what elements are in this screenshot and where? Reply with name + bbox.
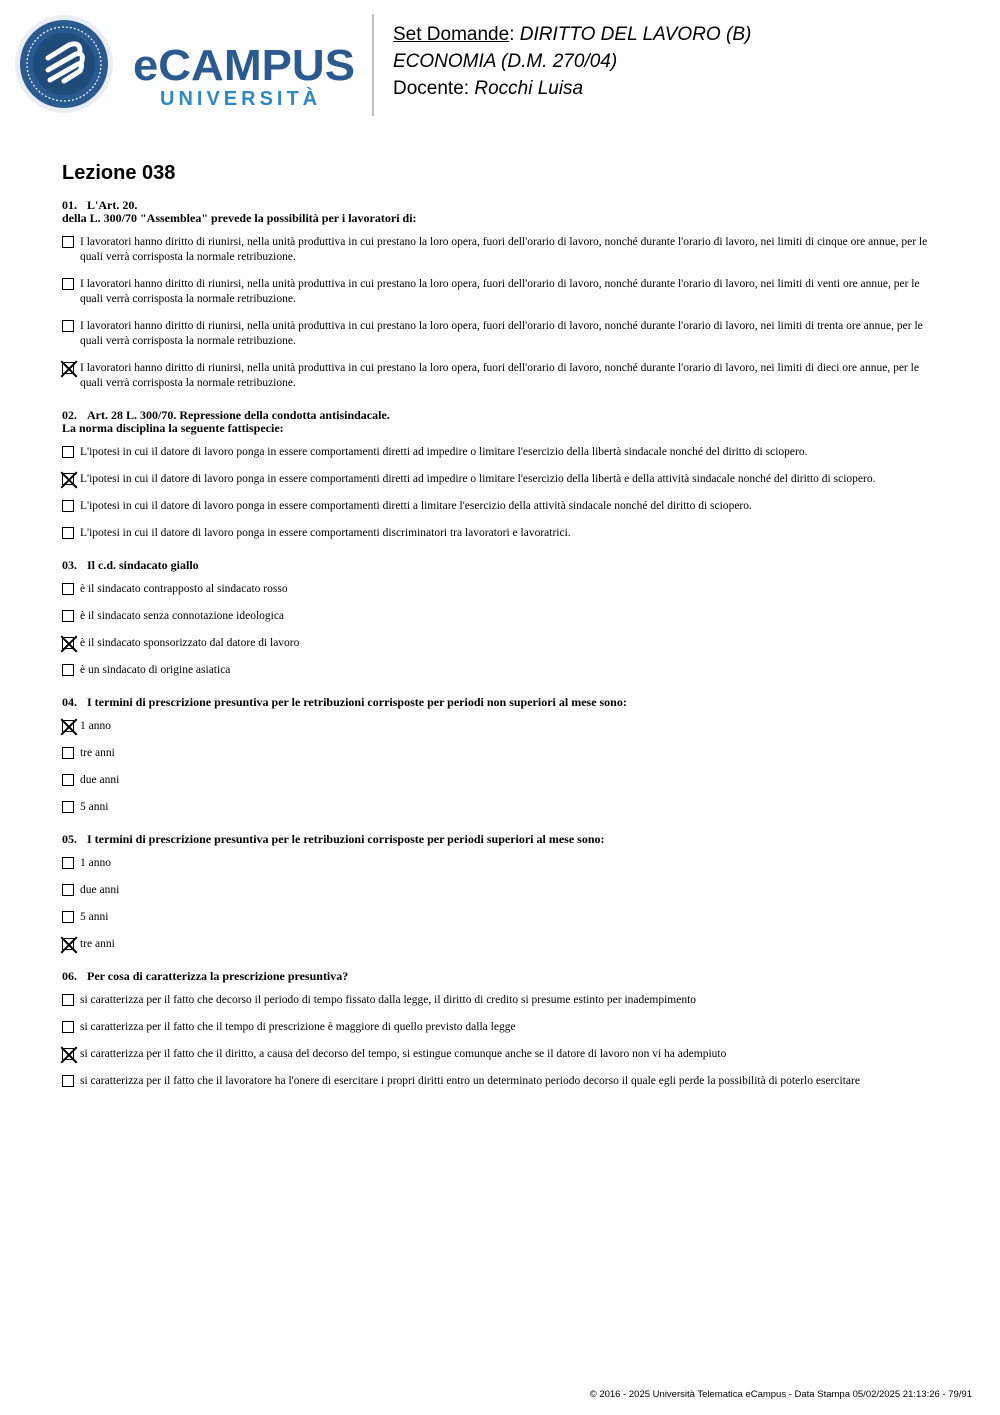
ecampus-seal-logo: [14, 14, 114, 114]
teacher-name: Rocchi Luisa: [474, 78, 584, 99]
option-text: 5 anni: [80, 801, 109, 813]
set-label: Set Domande: [393, 24, 510, 45]
answer-option: [62, 883, 942, 898]
answer-option: [62, 472, 942, 487]
lesson-title: Lezione 038: [62, 162, 176, 184]
option-text: 1 anno: [80, 720, 111, 732]
answer-option: [62, 445, 942, 460]
option-text: 1 anno: [80, 857, 111, 869]
checkbox[interactable]: [62, 857, 74, 869]
header-divider: [372, 14, 374, 116]
course-line-1: Set Domande: DIRITTO DEL LAVORO (B): [393, 24, 752, 45]
answer-option: [62, 361, 942, 391]
option-text: due anni: [80, 774, 120, 786]
option-text: 5 anni: [80, 911, 109, 923]
option-text: si caratterizza per il fatto che il tempo di prescrizione è maggiore di quello previsto dalla legge: [80, 1021, 516, 1033]
course-line-2: [393, 48, 751, 75]
answer-option: [62, 582, 942, 597]
option-text: è un sindacato di origine asiatica: [80, 664, 231, 676]
option-text: si caratterizza per il fatto che il lavoratore ha l'onere di esercitare i propri diritti entro un determinato periodo decorso il quale egli perde la possibilità di poterlo esercitare: [80, 1075, 860, 1087]
answer-option: [62, 609, 942, 624]
option-text: tre anni: [80, 747, 115, 759]
question-number: 02.: [62, 408, 77, 422]
question-text: [62, 409, 942, 435]
logo-subtitle: UNIVERSITÀ: [160, 88, 322, 110]
checkbox[interactable]: [62, 664, 74, 676]
checked-checkbox[interactable]: [62, 637, 74, 649]
checkbox[interactable]: [62, 583, 74, 595]
checkbox[interactable]: [62, 884, 74, 896]
checkbox[interactable]: [62, 1075, 74, 1087]
ecampus-wordmark: [133, 40, 355, 88]
question-5: [62, 833, 942, 952]
question-text: [62, 970, 942, 983]
answer-option: [62, 1047, 942, 1062]
question-1: [62, 199, 942, 391]
question-prompt: Art. 28 L. 300/70. Repressione della condotta antisindacale. La norma disciplina la seguente fattispecie:: [62, 408, 390, 435]
course-name: DIRITTO DEL LAVORO (B): [519, 24, 752, 45]
question-list: [62, 199, 942, 1089]
option-text: L'ipotesi in cui il datore di lavoro ponga in essere comportamenti diretti a limitare l'esercizio della attività sindacale nonché del diritto di sciopero.: [80, 500, 752, 512]
course-degree: ECONOMIA (D.M. 270/04): [393, 51, 618, 72]
teacher-label: Docente: [393, 78, 464, 99]
teacher-line: Docente: Rocchi Luisa: [393, 78, 584, 99]
checkbox[interactable]: [62, 747, 74, 759]
checkbox[interactable]: [62, 994, 74, 1006]
checkbox[interactable]: [62, 278, 74, 290]
question-prompt: I termini di prescrizione presuntiva per le retribuzioni corrisposte per periodi superiori al mese sono:: [87, 832, 605, 846]
answer-option: [62, 277, 942, 307]
question-prompt: I termini di prescrizione presuntiva per le retribuzioni corrisposte per periodi non superiori al mese sono:: [87, 695, 627, 709]
option-text: è il sindacato senza connotazione ideologica: [80, 610, 285, 622]
checkbox[interactable]: [62, 1021, 74, 1033]
question-2: [62, 409, 942, 541]
checked-checkbox[interactable]: [62, 1048, 74, 1060]
checkbox[interactable]: [62, 446, 74, 458]
answer-option: [62, 910, 942, 925]
answer-option: [62, 856, 942, 871]
checked-checkbox[interactable]: [62, 362, 74, 374]
option-text: si caratterizza per il fatto che il diritto, a causa del decorso del tempo, si estingue comunque anche se il datore di lavoro non vi ha adempiuto: [80, 1048, 727, 1060]
checked-checkbox[interactable]: [62, 938, 74, 950]
question-number: 06.: [62, 969, 77, 983]
question-prompt: Per cosa di caratterizza la prescrizione presuntiva?: [87, 969, 349, 983]
answer-option: [62, 636, 942, 651]
question-6: [62, 970, 942, 1089]
answer-option: [62, 1020, 942, 1035]
question-number: 05.: [62, 832, 77, 846]
answer-option: [62, 526, 942, 541]
questions-content: [62, 162, 942, 1107]
answer-option: [62, 937, 942, 952]
question-prompt: L'Art. 20. della L. 300/70 "Assemblea" prevede la possibilità per i lavoratori di:: [62, 198, 417, 225]
option-text: I lavoratori hanno diritto di riunirsi, nella unità produttiva in cui prestano la loro opera, fuori dell'orario di lavoro, nonché durante l'orario di lavoro, nei limiti di dieci ore annue, per le quali verrà corrisposta la normale retribuzione.: [80, 362, 919, 389]
checkbox[interactable]: [62, 911, 74, 923]
checked-checkbox[interactable]: [62, 473, 74, 485]
checkbox[interactable]: [62, 801, 74, 813]
checkbox[interactable]: [62, 527, 74, 539]
logo-word-text: eCAMPUS: [133, 41, 355, 88]
question-3: [62, 559, 942, 678]
option-text: L'ipotesi in cui il datore di lavoro ponga in essere comportamenti diretti ad impedire o limitare l'esercizio della libertà sindacale nonché del diritto di sciopero.: [80, 446, 808, 458]
question-4: [62, 696, 942, 815]
answer-option: [62, 319, 942, 349]
option-text: tre anni: [80, 938, 115, 950]
page-footer: © 2016 - 2025 Università Telematica eCampus - Data Stampa 05/02/2025 21:13:26 - 79/91: [589, 1389, 972, 1400]
option-text: è il sindacato contrapposto al sindacato rosso: [80, 583, 288, 595]
option-text: L'ipotesi in cui il datore di lavoro ponga in essere comportamenti discriminatori tra lavoratori e lavoratrici.: [80, 527, 571, 539]
question-number: 01.: [62, 198, 77, 212]
answer-option: [62, 1074, 942, 1089]
question-text: [62, 833, 942, 846]
answer-option: [62, 800, 942, 815]
option-text: I lavoratori hanno diritto di riunirsi, nella unità produttiva in cui prestano la loro opera, fuori dell'orario di lavoro, nonché durante l'orario di lavoro, nei limiti di cinque ore annue, per le quali verrà corrisposta la normale retribuzione.: [80, 236, 928, 263]
question-prompt: Il c.d. sindacato giallo: [87, 558, 199, 572]
page-header: [0, 0, 1000, 130]
option-text: due anni: [80, 884, 120, 896]
answer-option: [62, 719, 942, 734]
answer-option: [62, 746, 942, 761]
answer-option: [62, 773, 942, 788]
option-text: L'ipotesi in cui il datore di lavoro ponga in essere comportamenti diretti ad impedire o limitare l'esercizio della libertà e della attività sindacale nonché del diritto di sciopero.: [80, 473, 876, 485]
course-info: [393, 21, 751, 102]
question-text: [62, 559, 942, 572]
option-text: I lavoratori hanno diritto di riunirsi, nella unità produttiva in cui prestano la loro opera, fuori dell'orario di lavoro, nonché durante l'orario di lavoro, nei limiti di venti ore annue, per le quali verrà corrisposta la normale retribuzione.: [80, 278, 920, 305]
question-text: [62, 199, 942, 225]
checkbox[interactable]: [62, 500, 74, 512]
answer-option: [62, 663, 942, 678]
checkbox[interactable]: [62, 774, 74, 786]
checkbox[interactable]: [62, 610, 74, 622]
answer-option: [62, 993, 942, 1008]
question-text: [62, 696, 942, 709]
checkbox[interactable]: [62, 236, 74, 248]
option-text: è il sindacato sponsorizzato dal datore di lavoro: [80, 637, 300, 649]
checkbox[interactable]: [62, 320, 74, 332]
option-text: I lavoratori hanno diritto di riunirsi, nella unità produttiva in cui prestano la loro opera, fuori dell'orario di lavoro, nonché durante l'orario di lavoro, nei limiti di trenta ore annue, per le quali verrà corrisposta la normale retribuzione.: [80, 320, 923, 347]
checked-checkbox[interactable]: [62, 720, 74, 732]
option-text: si caratterizza per il fatto che decorso il periodo di tempo fissato dalla legge, il diritto di credito si presume estinto per inadempimento: [80, 994, 697, 1006]
answer-option: [62, 499, 942, 514]
answer-option: [62, 235, 942, 265]
question-number: 04.: [62, 695, 77, 709]
question-number: 03.: [62, 558, 77, 572]
